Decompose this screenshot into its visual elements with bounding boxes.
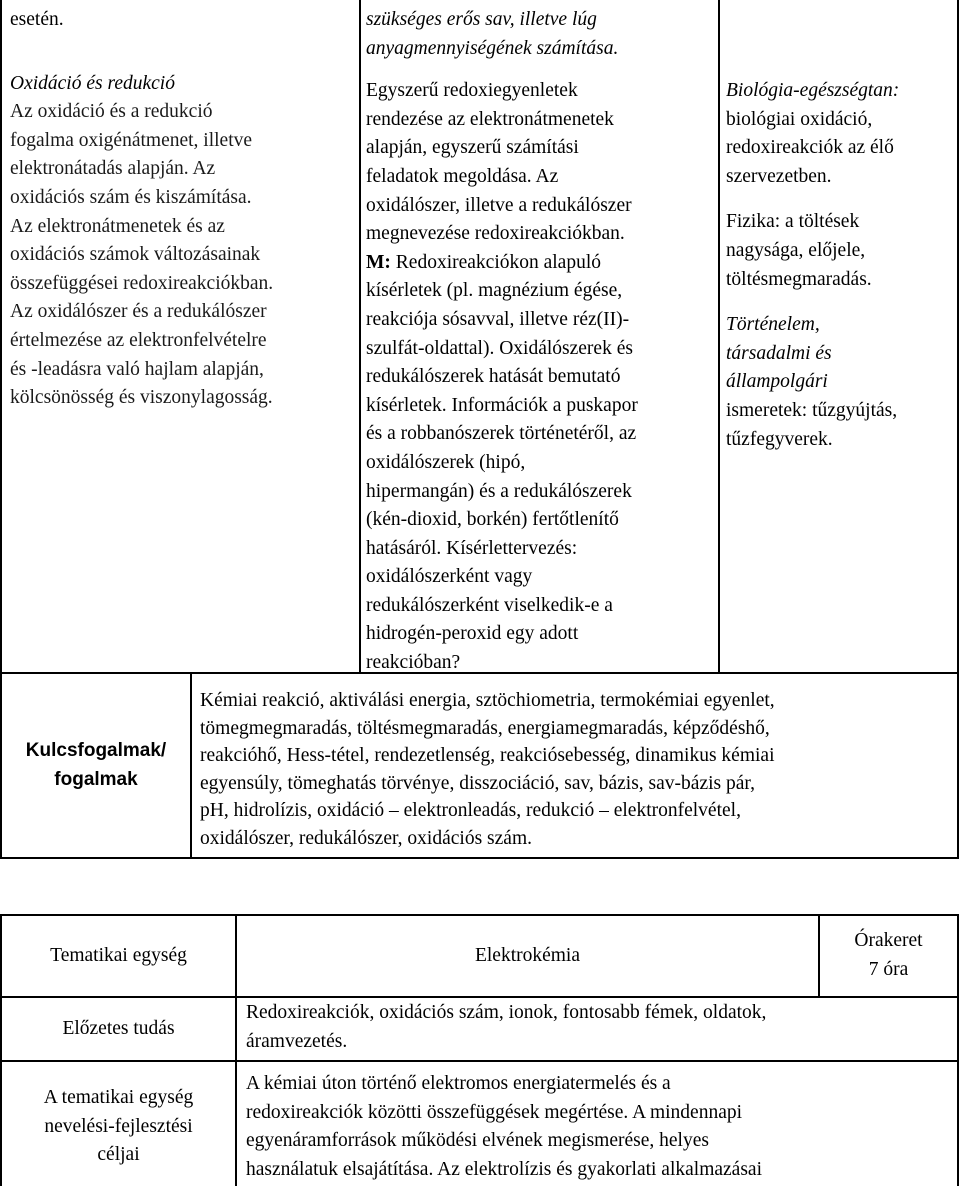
col2-m-label: M: (366, 251, 391, 273)
row1-label-cell (2, 916, 235, 996)
col2-body-a: Egyszerű redoxiegyenletek rendezése az elektronátmenetek alapján, egyszerű számítási feladatok megoldása. Az oxidálószer, illetve a redukálószer megnevezése redoxireakciókban. (366, 80, 632, 245)
col3-tort-label: Történelem, társadalmi és állampolgári (726, 314, 832, 393)
key-concepts-text: Kémiai reakció, aktiválási energia, sztöchiometria, termokémiai egyenlet, tömegmegmaradás, töltésmegmaradás, energiamegmaradás, képződéshő, reakcióhő, Hess-tétel, rendezetlenség, reakciósebesség, dinamikus kémiai egyensúly, tömeghatás törvénye, disszociáció, sav, bázis, sav-bázis pár, pH, hidrolízis, oxidáció – elektronleadás, redukció – elektronfelvétel, oxidálószer, redukálószer, oxidációs szám. (200, 690, 775, 849)
row2-label: Előzetes tudás (62, 1017, 175, 1039)
row1-hours: Órakeret 7 óra (854, 930, 923, 980)
row1-hours-cell (820, 916, 957, 996)
row1-label: Tematikai egység (50, 944, 187, 966)
col3-fiz-text: Fizika: a töltések nagysága, előjele, töltésmegmaradás. (726, 211, 872, 290)
row2-text-cell (246, 999, 954, 1056)
upper-col2 (366, 6, 714, 678)
col3-bio-label: Biológia-egészségtan: (726, 80, 900, 101)
row2-text: Redoxireakciók, oxidációs szám, ionok, fontosabb fémek, oldatok, áramvezetés. (246, 1002, 767, 1052)
col2-body-b-text: Redoxireakciókon alapuló kísérletek (pl. magnézium égése, reakciója sósavval, illetve réz(II)- szulfát-oldattal). Oxidálószerek és redukálószerek hatását bemutató kísérletek. Információk a puskapor és a robbanószerek történetéről, az oxidálószerek (hipó, hipermangán) és a redukálószerek (kén-dioxid, borkén) fertőtlenítő hatásáról. Kísérlettervezés: oxidálószerként vagy redukálószerként viselkedik-e a hidrogén-peroxid egy adott reakcióban? (366, 251, 638, 674)
upper-table-bottom-border (0, 857, 959, 859)
col1-heading: Oxidáció és redukció (10, 72, 175, 94)
col3-tort-text: ismeretek: tűzgyújtás, tűzfegyverek. (726, 399, 898, 450)
row3-text-cell (246, 1070, 954, 1184)
key-concepts-divider (190, 672, 192, 858)
row2-label-cell (2, 998, 235, 1060)
upper-col-divider-2 (718, 0, 720, 673)
row3-label-cell (2, 1084, 235, 1170)
lower-table-right-border (957, 914, 959, 1186)
col1-top-text: esetén. (10, 9, 64, 30)
key-concepts-label: Kulcsfogalmak/ fogalmak (25, 739, 167, 790)
row3-text: A kémiai úton történő elektromos energiatermelés és a redoxireakciók közötti összefüggések megértése. A mindennapi egyenáramforrások működési elvének megismerése, helyes használatuk elsajátítása. Az elektrolízis és gyakorlati alkalmazásai (246, 1073, 762, 1180)
key-concepts-label-cell (2, 674, 190, 857)
col1-body: Az oxidáció és a redukció fogalma oxigénátmenet, illetve elektronátadás alapján. Az oxidációs szám és kiszámítása. Az elektronátmenetek és az oxidációs számok változásainak összefüggései redoxireakciókban. Az oxidálószer és a redukálószer értelmezése az elektronfelvételre és -leadásra való hajlam alapján, kölcsönösség és viszonylagosság. (10, 101, 274, 409)
upper-col-divider-1 (359, 0, 361, 673)
row1-title: Elektrokémia (474, 944, 581, 966)
row1-title-cell (237, 916, 818, 996)
col3-bio-text: biológiai oxidáció, redoxireakciók az élő szervezetben. (726, 108, 894, 187)
row3-label: A tematikai egység nevelési-fejlesztési céljai (43, 1087, 194, 1166)
lower-row-divider-2 (0, 1060, 959, 1062)
upper-col3 (726, 77, 956, 454)
col2-top-text: szükséges erős sav, illetve lúg anyagmennyiségének számítása. (366, 9, 619, 59)
col2-body-b (366, 249, 714, 678)
upper-table-right-border (957, 0, 959, 858)
upper-col1 (10, 6, 355, 413)
key-concepts-text-cell (200, 687, 952, 853)
